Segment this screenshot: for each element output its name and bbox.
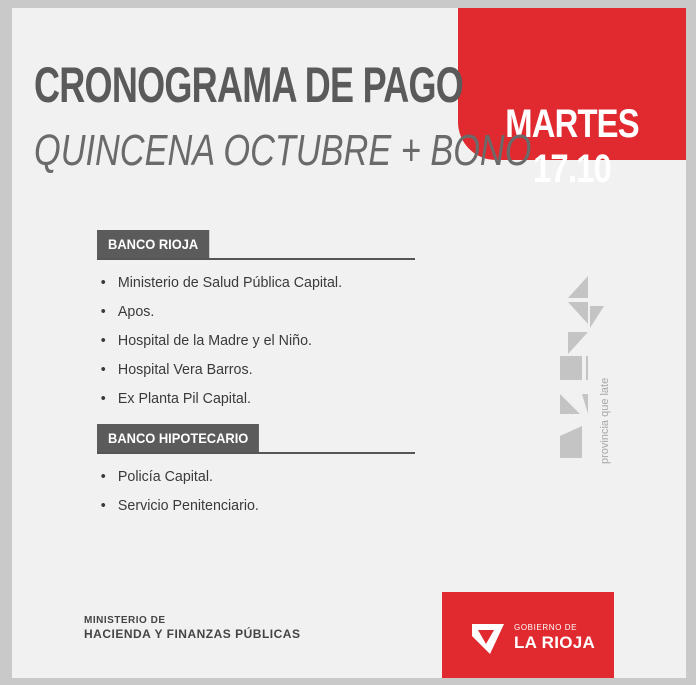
- list-item: • Policía Capital.: [97, 462, 399, 491]
- deco-square: [586, 356, 588, 380]
- tagline-text: provincia que late: [599, 377, 611, 464]
- page-subtitle: QUINCENA OCTUBRE + BONO: [34, 126, 532, 175]
- schedule-card: [12, 8, 686, 678]
- institution-list: [97, 462, 415, 520]
- page-title: CRONOGRAMA DE PAGO: [34, 57, 464, 113]
- list-item: • Apos.: [97, 297, 399, 326]
- section-banco-rioja: [97, 230, 415, 413]
- institution-list: [97, 268, 415, 413]
- section-header: [97, 424, 415, 454]
- list-item: • Servicio Penitenciario.: [97, 491, 399, 520]
- list-item: • Ministerio de Salud Pública Capital.: [97, 268, 399, 297]
- list-item: • Hospital Vera Barros.: [97, 355, 399, 384]
- section-banco-hipotecario: [97, 424, 415, 520]
- province-logo-icon: [560, 276, 630, 466]
- ministry-line-1: MINISTERIO DE: [84, 615, 166, 626]
- deco-triangle: [590, 306, 604, 328]
- la-rioja-logo-icon: [472, 622, 506, 656]
- gov-line-1: GOBIERNO DE: [514, 623, 578, 632]
- ministry-credit: [84, 615, 300, 641]
- deco-triangle: [560, 394, 580, 414]
- deco-triangle: [568, 276, 588, 298]
- section-header: [97, 230, 415, 260]
- section-label: BANCO RIOJA: [97, 230, 209, 258]
- list-item: • Ex Planta Pil Capital.: [97, 384, 399, 413]
- gov-line-2: LA RIOJA: [514, 633, 596, 652]
- deco-triangle: [568, 302, 588, 324]
- government-logo-box: [442, 592, 614, 678]
- section-label: BANCO HIPOTECARIO: [97, 424, 259, 452]
- deco-triangle: [568, 332, 588, 354]
- deco-triangle: [560, 426, 582, 458]
- deco-square: [560, 356, 582, 380]
- deco-triangle: [582, 394, 588, 414]
- ministry-line-2: HACIENDA Y FINANZAS PÚBLICAS: [84, 627, 301, 641]
- payment-date: MARTES 17.10: [505, 102, 639, 191]
- list-item: • Hospital de la Madre y el Niño.: [97, 326, 399, 355]
